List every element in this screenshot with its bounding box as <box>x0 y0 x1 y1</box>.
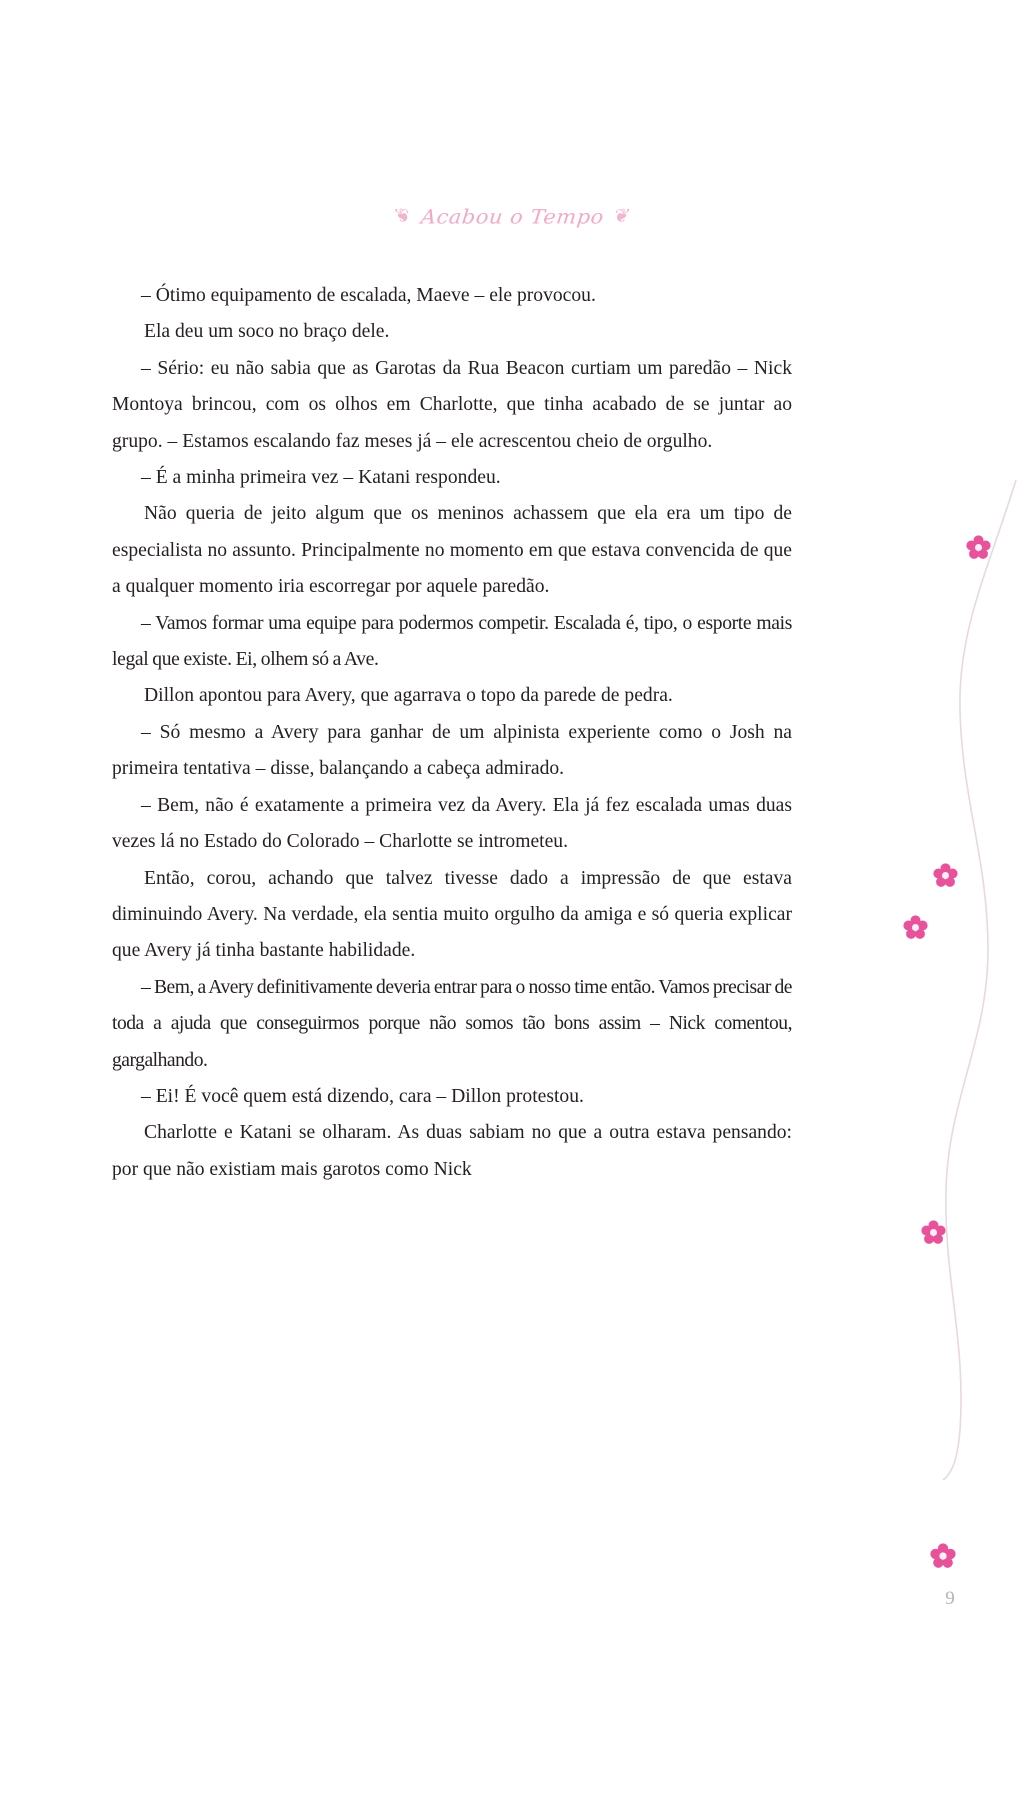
body-paragraph: Dillon apontou para Avery, que agarrava o topo da parede de pedra. <box>144 685 673 707</box>
flower-ornament-4 <box>921 1220 946 1245</box>
body-text <box>112 278 792 1188</box>
vine-line-icon <box>838 480 1024 1480</box>
body-paragraph: – Sério: eu não sabia que as Garotas da Rua Beacon curtiam um paredão – Nick Montoya brincou, com os olhos em Charlotte, que tinha acabado de se juntar ao grupo. – Estamos escalando faz meses já – ele acrescentou cheio de orgulho. <box>112 357 792 452</box>
page-number: 9 <box>945 1588 955 1609</box>
body-paragraph: – Bem, a Avery definitivamente deveria entrar para o nosso time então. Vamos precisar de toda a ajuda que conseguirmos porque não somos tão bons assim – Nick comentou, gargalhando. <box>112 976 792 1071</box>
body-paragraph: – Ei! É você quem está dizendo, cara – Dillon protestou. <box>141 1085 584 1107</box>
flower-ornament-3 <box>903 915 928 940</box>
body-paragraph: – Ótimo equipamento de escalada, Maeve – ele provocou. <box>141 285 596 306</box>
body-paragraph: – Só mesmo a Avery para ganhar de um alpinista experiente como o Josh na primeira tentativa – disse, balançando a cabeça admirado. <box>112 721 792 780</box>
body-paragraph: Não queria de jeito algum que os meninos achassem que ela era um tipo de especialista no assunto. Principalmente no momento em que estava convencida de que a qualquer momento iria escorregar por aquele paredão. <box>112 503 792 598</box>
running-head <box>0 205 1024 245</box>
body-paragraph: Charlotte e Katani se olharam. As duas sabiam no que a outra estava pensando: por que não existiam mais garotos como Nick <box>112 1122 792 1180</box>
flourish-ornament-right-icon: ❦ <box>612 205 628 227</box>
flower-ornament-1 <box>966 535 991 560</box>
body-paragraph: – É a minha primeira vez – Katani respondeu. <box>141 467 501 489</box>
body-paragraph: – Bem, não é exatamente a primeira vez da Avery. Ela já fez escalada umas duas vezes lá no Estado do Colorado – Charlotte se intrometeu. <box>112 794 792 853</box>
body-paragraph: – Vamos formar uma equipe para podermos competir. Escalada é, tipo, o esporte mais legal que existe. Ei, olhem só a Ave. <box>112 612 792 671</box>
body-paragraph: Ela deu um soco no braço dele. <box>144 321 390 343</box>
running-head-title: Acabou o Tempo <box>419 205 605 229</box>
body-paragraph: Então, corou, achando que talvez tivesse dado a impressão de que estava diminuindo Avery. Na verdade, ela sentia muito orgulho da amiga e só queria explicar que Avery já tinha bastante habilidade. <box>112 867 792 962</box>
flourish-ornament-left-icon: ❦ <box>396 205 412 227</box>
flower-ornament-5 <box>930 1543 956 1569</box>
flower-ornament-2 <box>933 863 958 888</box>
decorative-vine <box>838 480 1024 1480</box>
